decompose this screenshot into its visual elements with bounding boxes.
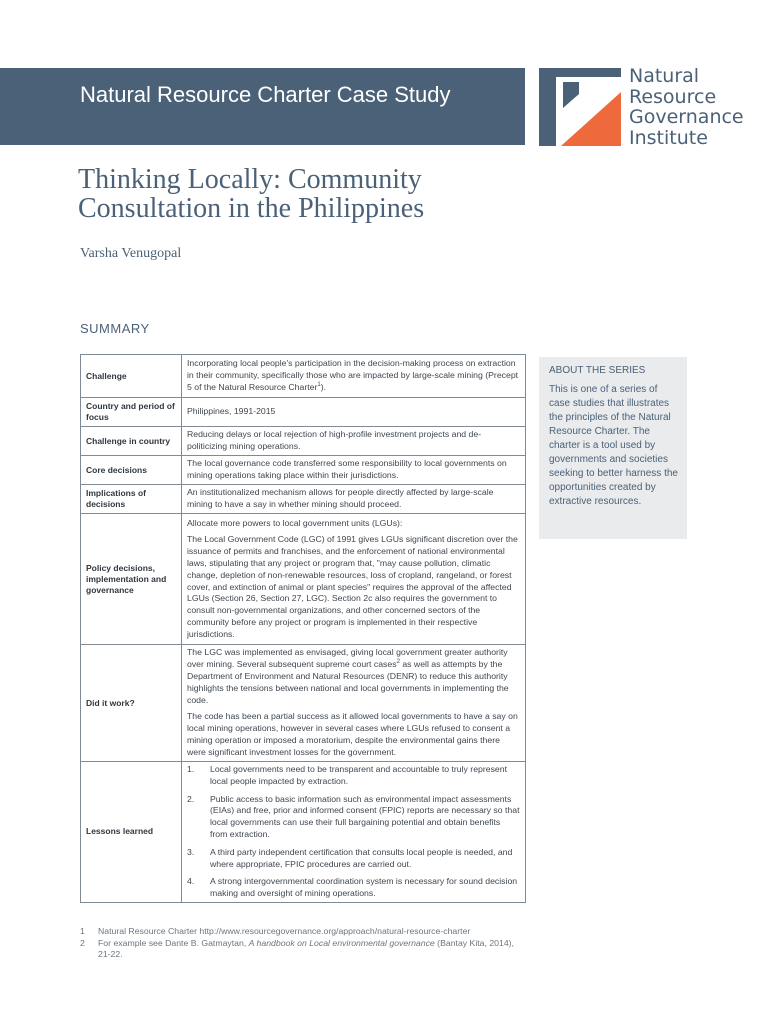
list-number: 4. [187, 876, 195, 887]
author-name: Varsha Venugopal [80, 246, 182, 261]
list-item [187, 876, 520, 900]
table-row [81, 645, 526, 762]
row-value [182, 355, 526, 398]
row-label: Did it work? [81, 645, 182, 762]
table-row [81, 355, 526, 398]
lessons-list [187, 764, 520, 900]
footnote-number: 1 [80, 926, 85, 936]
list-text: A third party independent certification that consults local people is needed, and where appropriate, FPIC procedures are carried out. [210, 846, 513, 869]
list-text: Local governments need to be transparent and accountable to truly represent local people impacted by extraction. [210, 764, 508, 786]
row-value: The local governance code transferred some responsibility to local governments on mining operations taking place within their jurisdictions. [182, 456, 526, 485]
about-series-box [539, 357, 687, 539]
table-row [81, 485, 526, 514]
logo-line: Resource [629, 85, 717, 108]
list-text: Public access to basic information such as environmental impact assessments (EIAs) and free, prior and informed consent (FPIC) reports are necessary so that local governments can use their full bargaining potential and obtain benefits from extraction. [210, 793, 520, 839]
nrgi-logo-icon [539, 68, 621, 146]
row-value [182, 762, 526, 903]
list-number: 2. [187, 793, 195, 804]
table-row [81, 514, 526, 645]
worked-text: as well as attempts by the Department of Environment and Natural Resources (DENR) to reduce this authority highlights the tensions between national and local governments in implementing the code. [187, 659, 509, 705]
summary-heading: SUMMARY [80, 321, 150, 336]
table-row [81, 762, 526, 903]
row-value: An institutionalized mechanism allows for people directly affected by large-scale mining to have a say in whether mining should proceed. [182, 485, 526, 514]
worked-paragraph: The code has been a partial success as it allowed local governments to have a say on local mining operations, however in several cases where LGUs refused to consent a mining operation or imposed a moratorium, despite the environmental gains there were significant investment losses for the government. [187, 711, 518, 757]
policy-paragraph: Allocate more powers to local government units (LGUs): [187, 517, 403, 528]
footnote [80, 938, 520, 961]
logo-blue-inner-shape [563, 82, 579, 108]
series-title: Natural Resource Charter Case Study [80, 82, 451, 107]
challenge-text: Incorporating local people's participation in the decision-making process on extraction in their community, specifically those who are impacted by large-scale mining (Precept 5 of the Natural Resource Charter [187, 358, 519, 392]
summary-table [80, 354, 526, 903]
row-label: Policy decisions, implementation and governance [81, 514, 182, 645]
title-line: Thinking Locally: Community [78, 164, 422, 195]
logo-line: Institute [629, 126, 708, 149]
row-label: Lessons learned [81, 762, 182, 903]
row-value [182, 514, 526, 645]
row-label: Challenge [81, 355, 182, 398]
list-item [187, 794, 520, 841]
footnote-number: 2 [80, 937, 85, 948]
row-value: Reducing delays or local rejection of high-profile investment projects and de-politicizing mining operations. [182, 427, 526, 456]
document-title [78, 165, 424, 223]
table-row [81, 398, 526, 427]
footnote-book-title: A handbook on Local environmental governance [248, 937, 435, 948]
challenge-text-end: ). [320, 381, 327, 392]
worked-paragraph [187, 647, 520, 706]
footnotes [80, 926, 520, 961]
row-label: Implications of decisions [81, 485, 182, 514]
footnote-text[interactable]: Natural Resource Charter http://www.resourcegovernance.org/approach/natural-resource-charter [98, 926, 471, 936]
table-row [81, 427, 526, 456]
footnote-text: For example see Dante B. Gatmaytan, [98, 937, 249, 948]
logo-wordmark [629, 66, 744, 148]
footnote-ref: 2 [396, 659, 400, 666]
footnote-text: (Bantay Kita, 2014), 21-22. [98, 937, 514, 959]
footnote [80, 926, 520, 938]
row-value [182, 645, 526, 762]
list-item [187, 764, 520, 788]
worked-text: The LGC was implemented as envisaged, giving local government greater authority over mining. Several subsequent supreme court cases [187, 647, 508, 670]
logo-line: Governance [629, 106, 744, 128]
logo-line: Natural [629, 65, 700, 87]
row-value: Philippines, 1991-2015 [182, 398, 526, 427]
row-label: Core decisions [81, 456, 182, 485]
row-label: Country and period of focus [81, 398, 182, 427]
about-series-heading: ABOUT THE SERIES [549, 365, 646, 376]
row-label: Challenge in country [81, 427, 182, 456]
about-series-text: This is one of a series of case studies that illustrates the principles of the Natural Resource Charter. The charter is a tool used by governments and societies seeking to better harness the opportunities created by extractive resources. [549, 384, 678, 507]
list-number: 1. [187, 764, 195, 774]
footnote-ref: 1 [317, 382, 321, 388]
title-line: Consultation in the Philippines [78, 193, 425, 224]
table-row [81, 456, 526, 485]
list-number: 3. [187, 846, 195, 857]
policy-paragraph: The Local Government Code (LGC) of 1991 gives LGUs significant discretion over the issuance of permits and franchises, and the enforcement of national environmental laws, stipulating that any project or program that, "may cause pollution, climatic change, depletion of non-renewable resources, loss of cropland, rangeland, or forest cover, and extinction of animal or plant species" requires the approval of the affected LGUs (Section 26, Section 27, LGC). Section 2c also requires the government to consult non-governmental organizations, and other concerned sectors of the community before any project or program is implemented in their respective jurisdictions. [187, 534, 518, 639]
list-text: A strong intergovernmental coordination system is necessary for sound decision making and oversight of mining operations. [210, 876, 518, 899]
list-item [187, 847, 520, 871]
